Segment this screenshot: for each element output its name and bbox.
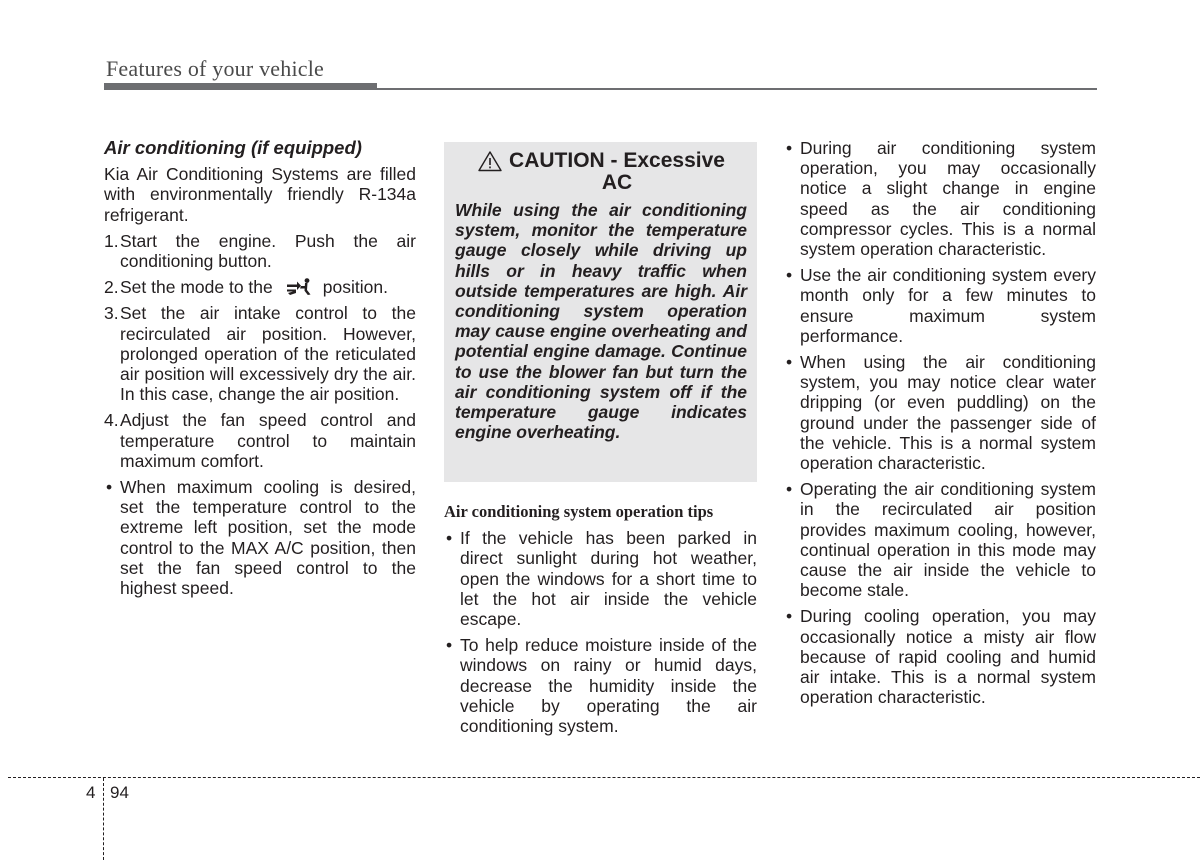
tip-text: If the vehicle has been parked in direct sunlight during hot weather, open the windows for a short time to let the hot air inside the vehicle escape. xyxy=(460,528,757,630)
chapter-number: 4 xyxy=(86,783,96,802)
floor-vent-mode-icon xyxy=(285,278,313,296)
step-item-1 xyxy=(104,231,416,271)
bullet-icon: • xyxy=(446,635,453,656)
bullet-text: During cooling operation, you may occasionally notice a misty air flow because of rapid cooling and humid air intake. This is a normal system operation characteristic. xyxy=(800,606,1096,708)
step-number: 1. xyxy=(104,230,119,251)
step-text-before-icon: Set the mode to the xyxy=(120,277,273,298)
header-rule-thin xyxy=(104,88,1097,90)
caution-title xyxy=(455,150,747,194)
page-header-title: Features of your vehicle xyxy=(106,56,325,81)
page-number: 94 xyxy=(110,783,129,802)
bullet-icon: • xyxy=(786,352,793,373)
step-item-4 xyxy=(104,410,416,471)
tip-item-2 xyxy=(444,635,757,736)
step-number: 4. xyxy=(104,410,119,431)
caution-title-line2: AC xyxy=(601,171,633,194)
intro-paragraph: Kia Air Conditioning Systems are filled with environmentally friendly R-134a refrigerant. xyxy=(104,164,416,225)
bullet-text: When maximum cooling is desired, set the temperature control to the extreme left position, set the mode control to the MAX A/C position, then set the fan speed control to the highest speed. xyxy=(120,477,416,599)
bullet-item xyxy=(104,477,416,598)
step-item-2 xyxy=(104,277,416,297)
footer-dashed-rule xyxy=(8,777,1200,778)
step-number: 2. xyxy=(104,277,119,298)
bullet-icon: • xyxy=(786,138,793,158)
bullet-icon: • xyxy=(786,479,793,500)
step-item-3 xyxy=(104,303,416,404)
step-text: Set the air intake control to the recirculated air position. However, prolonged operation of the reticulated air position will excessively dry the air. In this case, change the air position. xyxy=(120,303,416,405)
middle-column xyxy=(444,142,757,742)
bullet-text: During air conditioning system operation, you may occasionally notice a slight change in engine speed as the air conditioning compressor cycles. This is a normal system operation characteristic. xyxy=(800,138,1096,260)
caution-box xyxy=(444,142,757,482)
tips-heading: Air conditioning system operation tips xyxy=(444,502,714,521)
step-text-after-icon: position. xyxy=(322,277,388,298)
tip-item-1 xyxy=(444,528,757,629)
bullet-item-5 xyxy=(784,606,1096,707)
bullet-item-3 xyxy=(784,352,1096,473)
left-column xyxy=(104,138,416,604)
step-text: Start the engine. Push the air conditioning button. xyxy=(120,230,416,272)
section-heading: Air conditioning (if equipped) xyxy=(104,137,362,158)
bullet-icon: • xyxy=(446,528,453,549)
step-text: Adjust the fan speed control and temperature control to maintain maximum comfort. xyxy=(120,410,416,471)
caution-title-line1: CAUTION - Excessive xyxy=(509,149,725,172)
footer-vertical-dashed-rule xyxy=(103,778,104,860)
bullet-icon: • xyxy=(106,477,113,498)
tip-text: To help reduce moisture inside of the windows on rainy or humid days, decrease the humidity inside the vehicle by operating the air conditioning system. xyxy=(460,635,757,737)
caution-body: While using the air conditioning system, monitor the temperature gauge closely while driving up hills or in heavy traffic when outside temperatures are high. Air conditioning system operation may cause engine overheating and potential engine damage. Continue to use the blower fan but turn the air conditioning system off if the temperature gauge indicates engine overheating. xyxy=(455,200,747,443)
step-text xyxy=(120,277,416,297)
bullet-item-4 xyxy=(784,479,1096,600)
caution-title-text xyxy=(509,150,725,194)
bullet-text: Use the air conditioning system every month only for a few minutes to ensure maximum system performance. xyxy=(800,265,1096,346)
bullet-text: Operating the air conditioning system in the recirculated air position provides maximum cooling, however, continual operation in this mode may cause the air inside the vehicle to become stale. xyxy=(800,479,1096,601)
bullet-icon: • xyxy=(786,265,793,286)
step-number: 3. xyxy=(104,303,119,324)
bullet-item-1 xyxy=(784,138,1096,259)
warning-triangle-icon xyxy=(477,150,503,172)
bullet-item-2 xyxy=(784,265,1096,346)
right-column xyxy=(784,138,1096,713)
bullet-icon: • xyxy=(786,606,793,627)
bullet-text: When using the air conditioning system, you may notice clear water dripping (or even puddling) on the ground under the passenger side of the vehicle. This is a normal system operation characteristic. xyxy=(800,352,1096,474)
